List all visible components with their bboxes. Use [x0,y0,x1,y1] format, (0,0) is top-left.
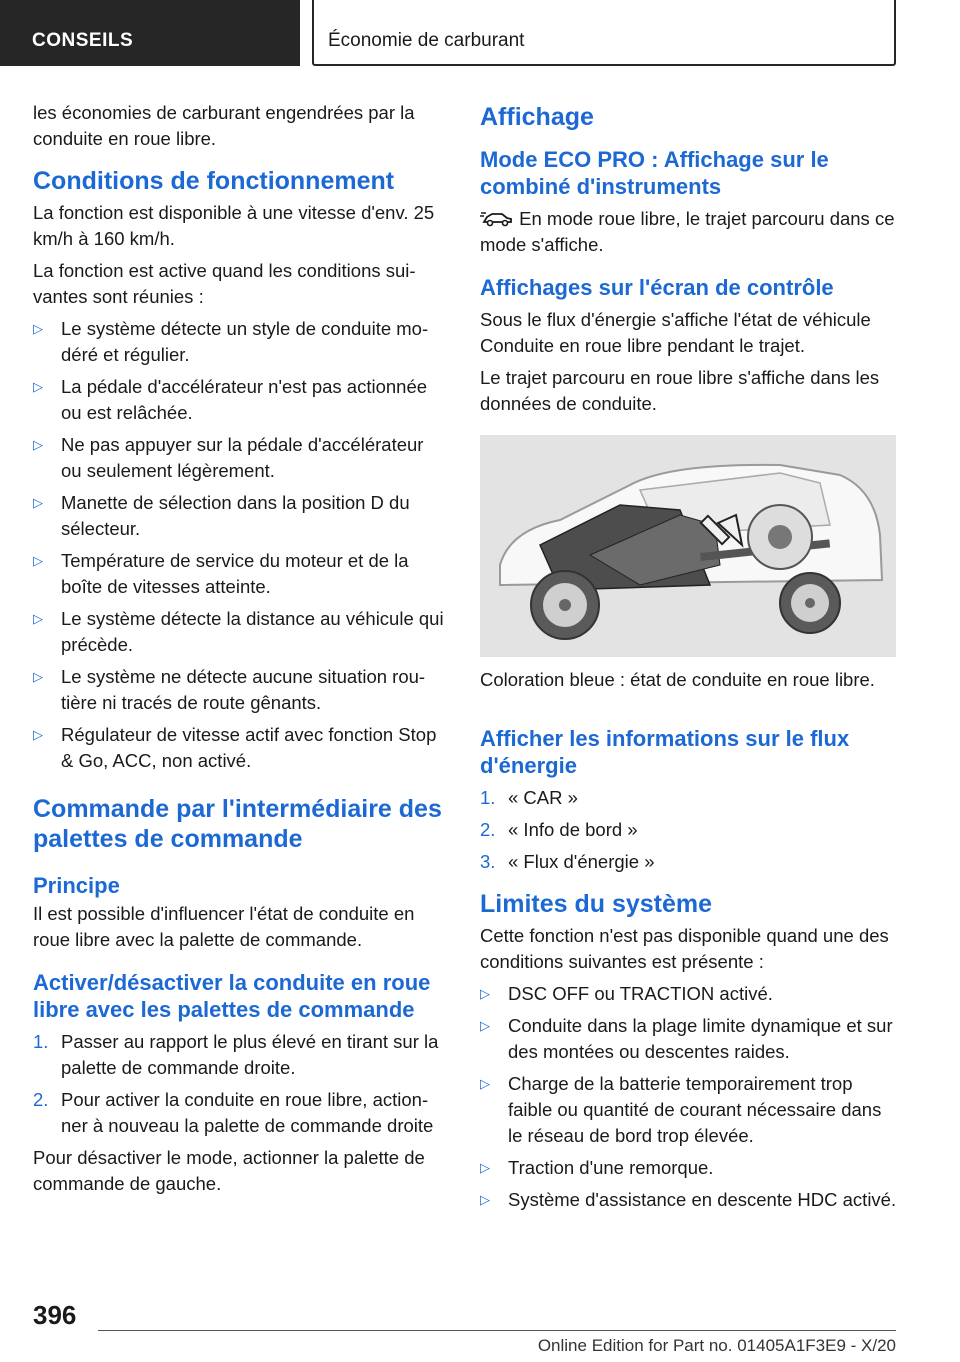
active-paragraph: La fonction est active quand les conditions suivantes sont réunies : [33,260,416,307]
heading-affichage: Affichage [480,103,594,131]
list-item: ▷ Ne pas appuyer sur la pédale d'accélérateur ou seulement légèrement. [33,434,424,481]
list-item: ▷ Le système détecte un style de conduite modéré et régulier. [33,318,429,365]
list-item: ▷ Traction d'une remorque. [480,1155,898,1181]
limites-paragraph: Cette fonction n'est pas disponible quand une des conditions suivantes est présente : [480,925,889,972]
heading-activer: Activer/désactiver la conduite en roue libre avec les palettes de commande [33,970,431,1022]
left-column [33,100,448,1203]
heading-afficher: Afficher les informations sur le flux d'énergie [480,726,850,778]
triangle-right-icon: ▷ [480,986,490,1001]
desactiver-paragraph: Pour désactiver le mode, actionner la palette de commande de gauche. [33,1147,425,1194]
list-item: ▷ Température de service du moteur et de la boîte de vitesses atteinte. [33,550,409,597]
triangle-right-icon: ▷ [480,1192,490,1207]
right-column [480,100,898,1219]
section-tab [0,0,300,66]
heading-principe: Principe [33,873,120,898]
speed-paragraph: La fonction est disponible à une vitesse d'env. 25 km/h à 160 km/h. [33,202,435,249]
heading-eco-pro: Mode ECO PRO : Affichage sur le combiné d'instruments [480,147,829,199]
triangle-right-icon: ▷ [33,379,43,394]
list-item: ▷ Le système ne détecte aucune situation routière ni tracés de route gênants. [33,666,426,713]
edition-info: Online Edition for Part no. 01405A1F3E9 - X/20 [537,1336,896,1355]
triangle-right-icon: ▷ [480,1076,490,1091]
list-item: ▷ La pédale d'accélérateur n'est pas actionnée ou est relâchée. [33,376,428,423]
list-item: ▷ Manette de sélection dans la position D du sélecteur. [33,492,410,539]
heading-limites: Limites du système [480,890,713,918]
section-label: CONSEILS [32,30,134,51]
triangle-right-icon: ▷ [33,495,43,510]
footer-divider [98,1330,896,1331]
list-item: 2. « Info de bord » [480,819,638,840]
list-item: ▷ Le système détecte la distance au véhicule qui précède. [33,608,444,655]
triangle-right-icon: ▷ [33,727,43,742]
list-item: ▷ DSC OFF ou TRACTION activé. [480,981,898,1007]
vehicle-drivetrain-image [480,435,896,657]
flux-paragraph: Sous le flux d'énergie s'affiche l'état de véhicule Conduite en roue libre pendant le trajet. [480,309,871,356]
limits-list [480,981,898,1213]
trajet-paragraph: Le trajet parcouru en roue libre s'affiche dans les données de conduite. [480,367,880,414]
chapter-title: Économie de carburant [328,30,525,51]
list-item: 3. « Flux d'énergie » [480,851,655,872]
coasting-car-icon [480,208,514,226]
page-number: 396 [33,1300,77,1330]
list-item: ▷ Charge de la batterie temporairement trop faible ou quantité de courant nécessaire dans le réseau de bord trop élevée. [480,1073,882,1146]
triangle-right-icon: ▷ [33,437,43,452]
activer-steps [33,1029,448,1139]
heading-ecran: Affichages sur l'écran de contrôle [480,275,834,300]
principe-paragraph: Il est possible d'influencer l'état de conduite en roue libre avec la palette de commande. [33,903,415,950]
heading-commande: Commande par l'intermédiaire des palettes de commande [33,795,442,853]
list-item: 1. Passer au rapport le plus élevé en tirant sur la palette de commande droite. [33,1031,439,1078]
list-item: ▷ Conduite dans la plage limite dynamique et sur des montées ou descentes raides. [480,1015,893,1062]
triangle-right-icon: ▷ [480,1018,490,1033]
intro-paragraph: les économies de carburant engendrées par la conduite en roue libre. [33,102,415,149]
eco-paragraph: En mode roue libre, le trajet parcouru dans ce mode s'affiche. [480,208,895,255]
menu-steps [480,785,898,875]
heading-conditions: Conditions de fonctionnement [33,167,395,195]
list-item: ▷ Système d'assistance en descente HDC activé. [480,1187,898,1213]
triangle-right-icon: ▷ [33,611,43,626]
figure-caption: Coloration bleue : état de conduite en roue libre. [480,669,875,690]
list-item: 2. Pour activer la conduite en roue libre, actionner à nouveau la palette de commande droite [33,1089,434,1136]
list-item: ▷ Régulateur de vitesse actif avec fonction Stop & Go, ACC, non activé. [33,724,437,771]
triangle-right-icon: ▷ [33,321,43,336]
conditions-list [33,316,448,774]
triangle-right-icon: ▷ [33,553,43,568]
chapter-tab [312,0,896,66]
triangle-right-icon: ▷ [480,1160,490,1175]
triangle-right-icon: ▷ [33,669,43,684]
list-item: 1. « CAR » [480,787,578,808]
vehicle-illustration [480,435,896,657]
